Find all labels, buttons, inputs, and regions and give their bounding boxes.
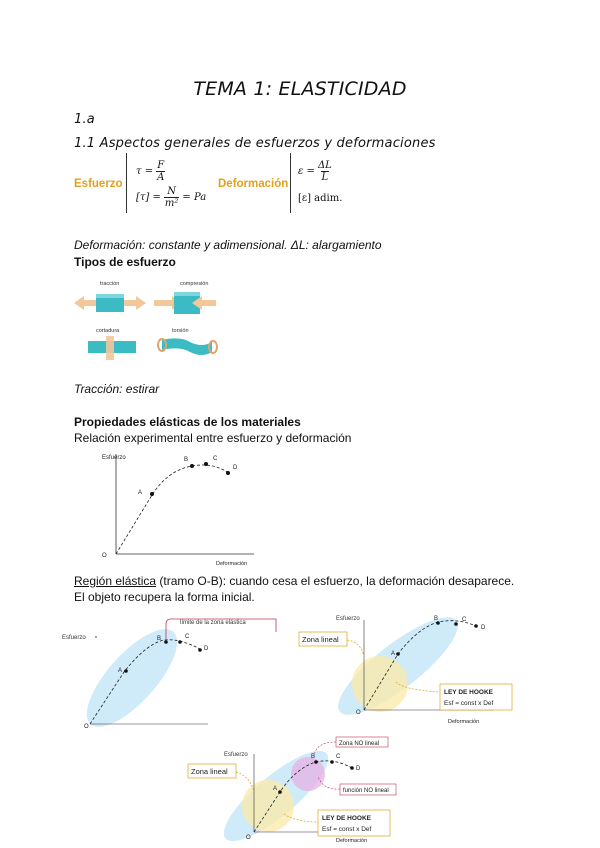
cortadura-figure	[88, 336, 136, 360]
graph-label-b: B	[184, 457, 189, 463]
diagram3-nonlinear-circle	[291, 757, 325, 791]
propiedades-heading: Propiedades elásticas de los materiales	[74, 415, 301, 429]
diagram2-origin: O	[356, 710, 361, 716]
diagram2-label-b: B	[434, 616, 439, 622]
diagram2-label-c: C	[462, 617, 467, 623]
graph-label-c: C	[213, 456, 218, 462]
graph-curve	[116, 465, 230, 554]
traccion-arrow-right	[124, 296, 146, 310]
torsion-bar	[162, 338, 212, 355]
diagram1-label-c: C	[185, 634, 190, 640]
diagram3-y-label: Esfuerzo	[224, 752, 248, 758]
region-elastica-term: Región elástica	[74, 574, 157, 588]
diagram2-y-label: Esfuerzo	[336, 616, 360, 622]
non-linear-diagram	[176, 736, 426, 844]
diagram1-label-a: A	[118, 668, 123, 674]
diagram3-x-label: Deformación	[336, 838, 368, 844]
torsion-figure	[158, 338, 217, 355]
diagram3-zona-lineal-label: Zona lineal	[191, 767, 228, 776]
diagram1-point-a	[124, 669, 128, 673]
region-elastica-desc: (tramo O-B): cuando cesa el esfuerzo, la deformación desaparece.	[156, 574, 515, 588]
diagram3-hooke-eq: Esf = const x Def	[322, 826, 372, 833]
compresion-block-top	[174, 292, 200, 296]
cortadura-label: cortadura	[96, 328, 120, 334]
diagram3-label-a: A	[273, 786, 278, 792]
graph-label-a: A	[138, 490, 143, 496]
esfuerzo-eq2-num: N	[167, 186, 177, 197]
traccion-label: tracción	[100, 281, 120, 287]
graph-point-d	[226, 471, 230, 475]
graph-point-c	[204, 462, 208, 466]
graph-x-label: Deformación	[216, 561, 248, 567]
esfuerzo-eq1-fraction	[156, 160, 165, 183]
diagram3-linear-circle	[242, 780, 294, 832]
compresion-label: compresión	[180, 281, 209, 287]
diagram3-hooke-title: LEY DE HOOKE	[322, 815, 372, 822]
deformacion-eq1-num: ΔL	[317, 160, 332, 171]
esfuerzo-eq1-num: F	[157, 160, 165, 171]
traccion-note: Tracción: estirar	[74, 382, 160, 396]
diagram2-hooke-eq: Esf = const x Def	[444, 700, 494, 707]
esfuerzo-brace	[126, 153, 127, 213]
diagram1-point-d	[198, 648, 202, 652]
section-1-1-heading: 1.1 Aspectos generales de esfuerzos y deformaciones	[74, 136, 436, 151]
graph-y-label: Esfuerzo	[102, 455, 126, 461]
tipos-heading: Tipos de esfuerzo	[74, 255, 176, 269]
relacion-text: Relación experimental entre esfuerzo y deformación	[74, 431, 352, 445]
stress-strain-graph	[96, 448, 266, 568]
diagram3-label-b: B	[311, 754, 316, 760]
diagram1-label-b: B	[157, 636, 162, 642]
diagram3-label-d: D	[356, 766, 361, 772]
graph-point-b	[190, 464, 194, 468]
diagram2-zona-lineal-label: Zona lineal	[302, 635, 339, 644]
hooke-diagram	[298, 608, 528, 733]
esfuerzo-eq2-fraction	[164, 186, 180, 209]
deformacion-eq2: [ε] adim.	[298, 193, 343, 204]
diagram3-origin: O	[246, 835, 251, 841]
diagram1-limit-label: límite de la zona elástica	[180, 620, 246, 626]
deformacion-note: Deformación: constante y adimensional. ΔL: alargamiento	[74, 238, 382, 252]
diagram2-point-d	[474, 624, 478, 628]
deformacion-eq1	[298, 160, 332, 183]
traccion-arrow-left	[74, 296, 96, 310]
esfuerzo-eq1-lhs: τ =	[136, 166, 154, 177]
traccion-bar-top	[96, 294, 124, 298]
deformacion-eq1-den: L	[321, 172, 329, 183]
esfuerzo-eq2-rhs: = Pa	[182, 192, 207, 203]
diagram2-label-d: D	[481, 625, 486, 631]
diagram3-funcion-label: función NO lineal	[343, 788, 389, 794]
esfuerzo-eq2	[136, 186, 206, 209]
diagram2-point-a	[396, 652, 400, 656]
deformacion-brace	[290, 153, 291, 213]
torsion-label: torsión	[172, 328, 189, 334]
diagram2-hooke-title: LEY DE HOOKE	[444, 689, 494, 696]
diagram1-label-d: D	[204, 646, 209, 652]
diagram3-no-lineal-label: Zona NO lineal	[339, 741, 380, 747]
diagram1-point-b	[164, 640, 168, 644]
graph-origin: O	[102, 553, 107, 559]
compresion-figure	[154, 292, 216, 314]
deformacion-eq1-fraction	[318, 160, 332, 183]
diagram3-point-c	[330, 760, 334, 764]
diagram3-point-d	[350, 766, 354, 770]
page-title: TEMA 1: ELASTICIDAD	[193, 78, 407, 100]
diagram2-x-label: Deformación	[448, 719, 480, 725]
cortadura-blade	[106, 336, 114, 360]
esfuerzo-eq1	[136, 160, 165, 183]
diagram2-label-a: A	[391, 651, 396, 657]
esfuerzo-eq2-den: m²	[164, 198, 179, 209]
section-a-heading: 1.a	[74, 112, 95, 127]
graph-label-d: D	[233, 465, 238, 471]
region-elastica-line-2: El objeto recupera la forma inicial.	[74, 590, 255, 604]
region-elastica-line	[74, 574, 514, 588]
diagram1-origin: O	[84, 724, 89, 730]
diagram2-point-c	[454, 622, 458, 626]
esfuerzo-eq2-lhs: [τ] =	[136, 192, 161, 203]
traccion-figure	[74, 294, 146, 312]
deformacion-label: Deformación	[218, 178, 289, 190]
diagram2-zona-lineal-pointer	[347, 640, 364, 658]
elastic-zone-ellipse	[73, 616, 192, 733]
esfuerzo-eq1-den: A	[157, 172, 165, 183]
graph-point-a	[150, 492, 154, 496]
esfuerzo-label: Esfuerzo	[74, 178, 123, 190]
diagram3-label-c: C	[336, 754, 341, 760]
elastic-limit-diagram	[60, 608, 300, 733]
diagram3-point-a	[278, 790, 282, 794]
deformacion-eq1-lhs: ε =	[298, 166, 315, 177]
stress-types-figure	[70, 276, 240, 366]
diagram1-point-c	[178, 640, 182, 644]
diagram1-y-label: Esfuerzo	[62, 635, 86, 641]
diagram1-axis-dot	[95, 636, 97, 638]
diagram3-point-b	[314, 760, 318, 764]
